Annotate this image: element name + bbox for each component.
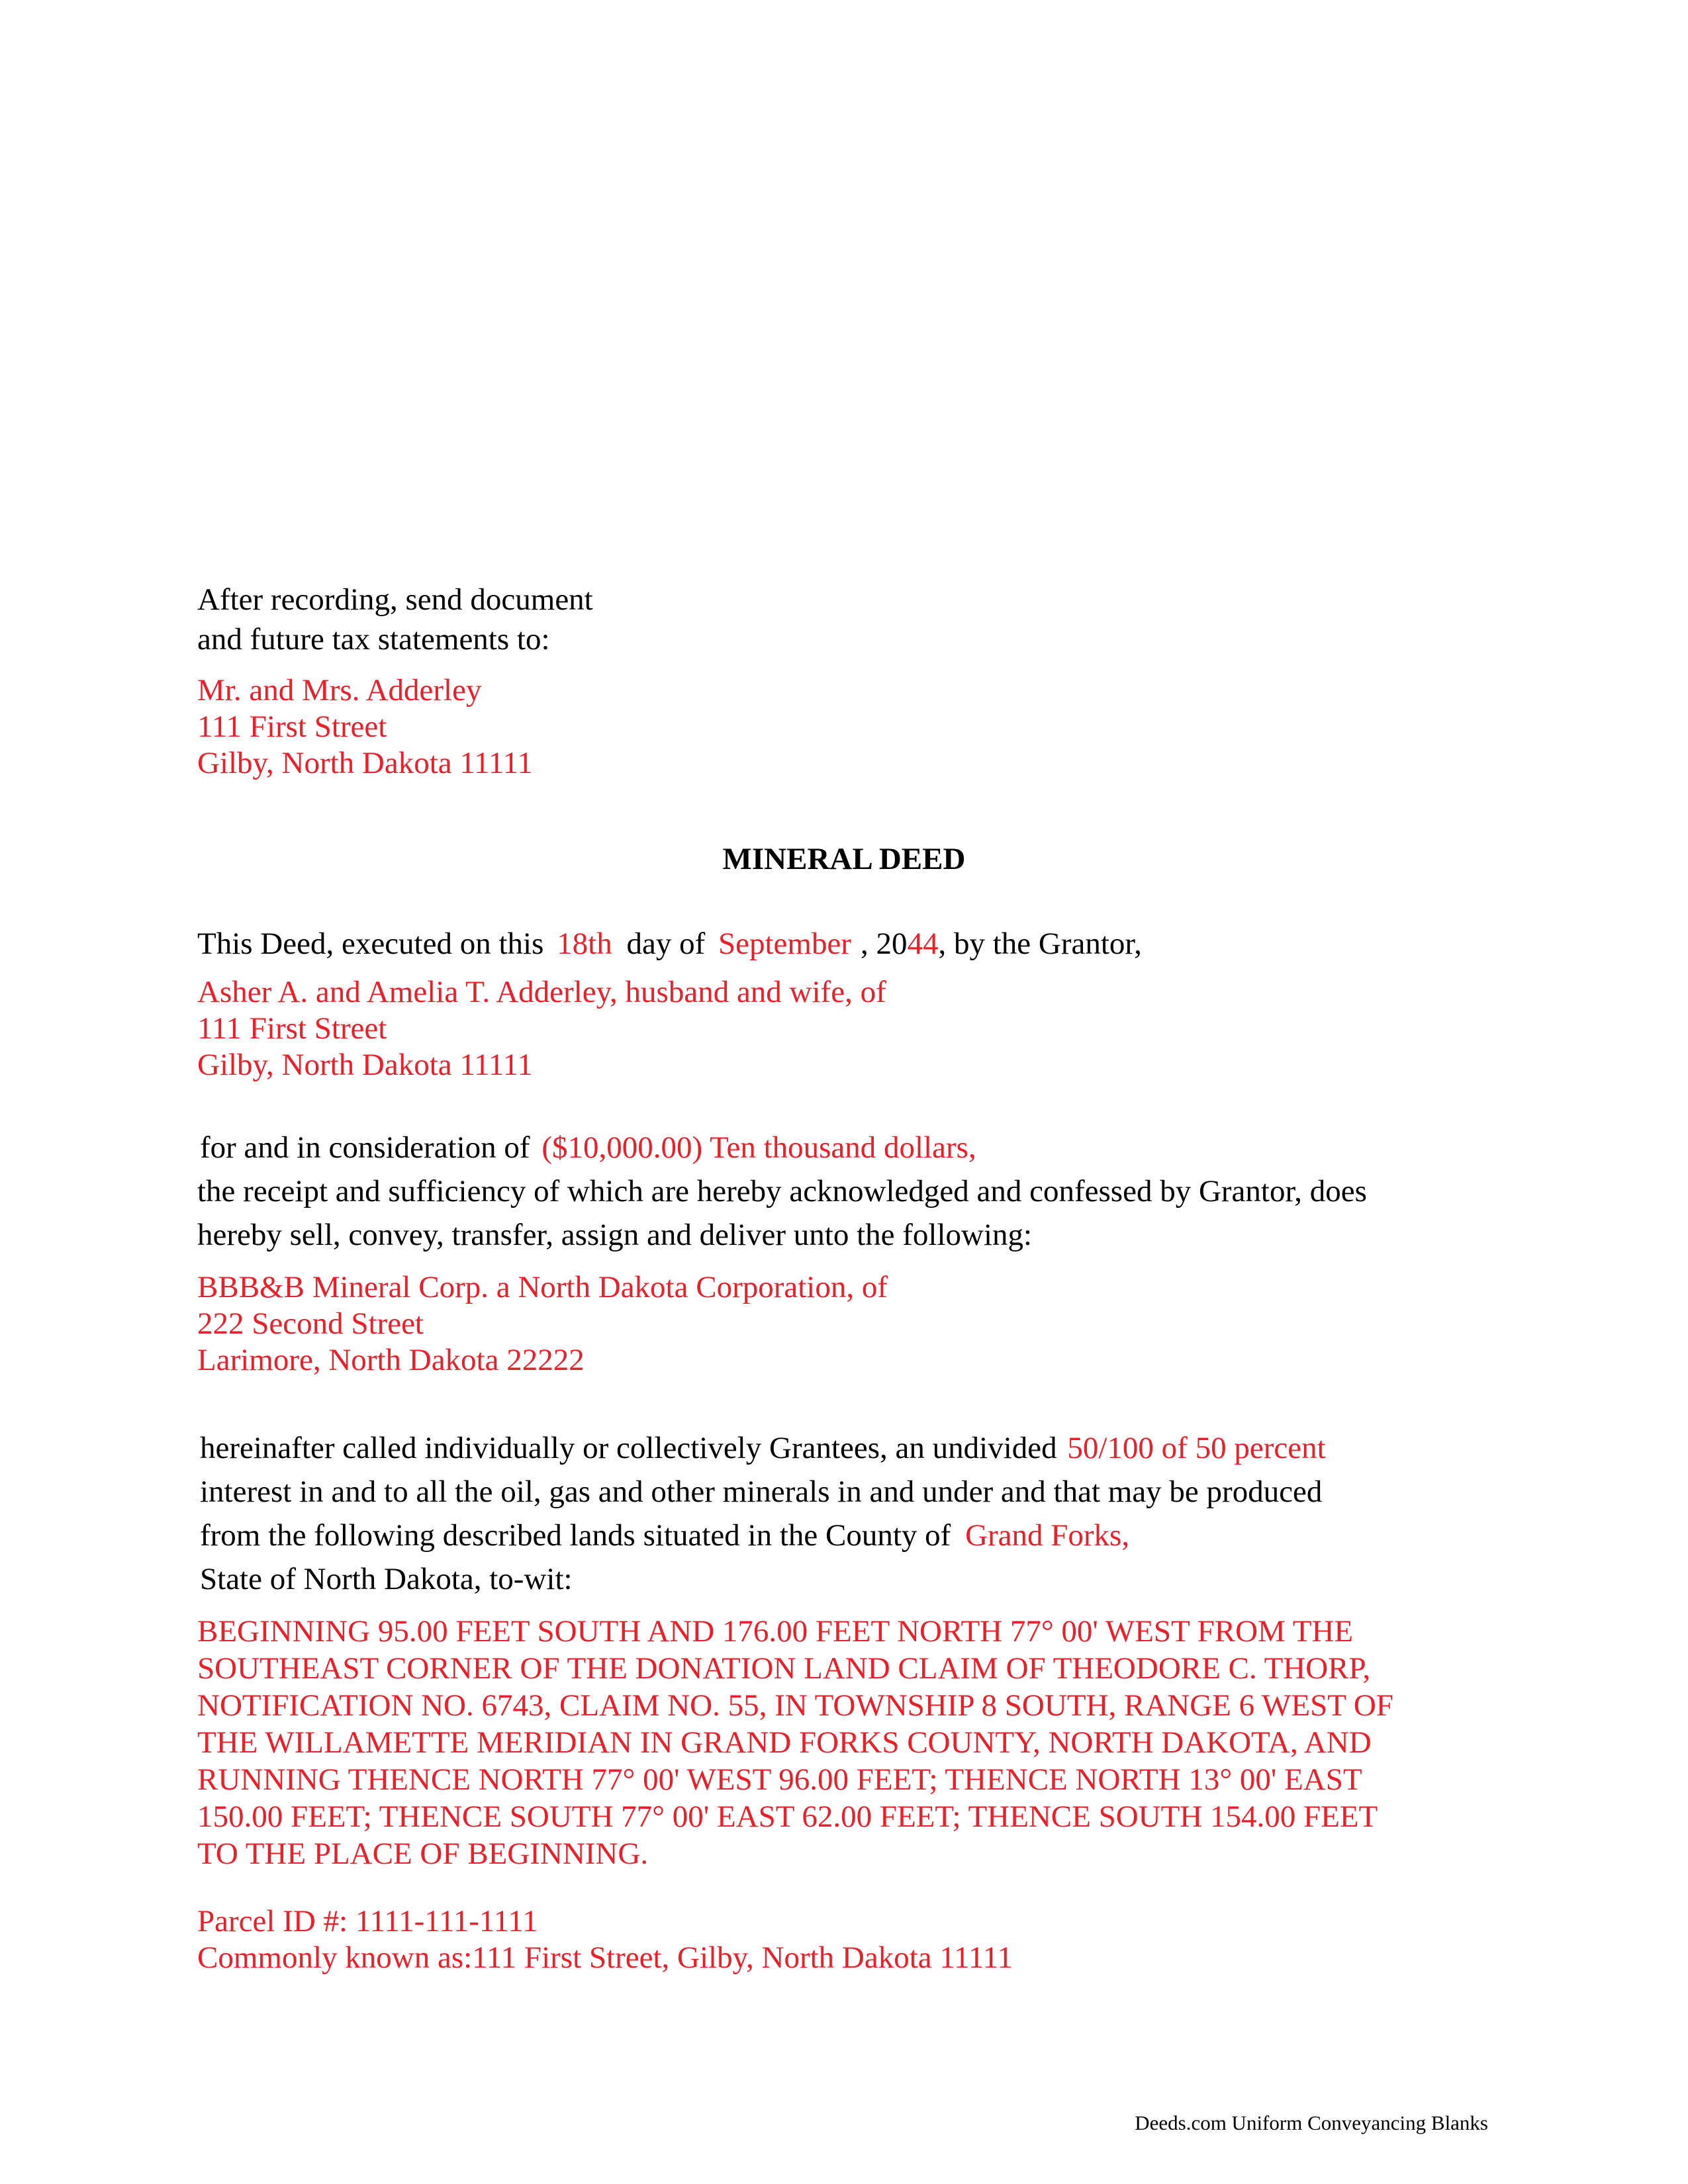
interest-line3-prefix: from the following described lands situated in the County of — [200, 1518, 951, 1553]
execution-prefix: This Deed, executed on this — [197, 927, 544, 961]
grantor-street: 111 First Street — [197, 1011, 387, 1046]
grantee-name: BBB&B Mineral Corp. a North Dakota Corporation, of — [197, 1270, 888, 1304]
footer-text: Deeds.com Uniform Conveyancing Blanks — [1135, 2111, 1488, 2134]
execution-day-of: day of — [626, 927, 706, 961]
legal-description-line: NOTIFICATION NO. 6743, CLAIM NO. 55, IN TOWNSHIP 8 SOUTH, RANGE 6 WEST OF — [197, 1688, 1393, 1723]
document-title: MINERAL DEED — [722, 842, 966, 876]
parcel-id: Parcel ID #: 1111-111-1111 — [197, 1904, 538, 1938]
return-name: Mr. and Mrs. Adderley — [197, 673, 482, 707]
legal-description-line: RUNNING THENCE NORTH 77° 00' WEST 96.00 FEET; THENCE NORTH 13° 00' EAST — [197, 1762, 1362, 1797]
grantee-street: 222 Second Street — [197, 1306, 424, 1341]
consideration-prefix: for and in consideration of — [200, 1130, 530, 1165]
legal-description-line: THE WILLAMETTE MERIDIAN IN GRAND FORKS COUNTY, NORTH DAKOTA, AND — [197, 1725, 1372, 1760]
grantor-name: Asher A. and Amelia T. Adderley, husband and wife, of — [197, 975, 886, 1009]
interest-county: Grand Forks, — [965, 1518, 1130, 1553]
interest-fraction: 50/100 of 50 percent — [1067, 1431, 1326, 1465]
legal-description-line: BEGINNING 95.00 FEET SOUTH AND 176.00 FEET NORTH 77° 00' WEST FROM THE — [197, 1614, 1354, 1649]
execution-year-prefix: , 20 — [860, 927, 908, 961]
consideration-line2: the receipt and sufficiency of which are hereby acknowledged and confessed by Grantor, does — [197, 1174, 1367, 1208]
execution-month: September — [718, 927, 851, 961]
execution-line — [197, 929, 1142, 960]
interest-line2: interest in and to all the oil, gas and other minerals in and under and that may be produced — [200, 1475, 1323, 1509]
return-city: Gilby, North Dakota 11111 — [197, 746, 533, 780]
legal-description-line: 150.00 FEET; THENCE SOUTH 77° 00' EAST 62.00 FEET; THENCE SOUTH 154.00 FEET — [197, 1799, 1378, 1834]
interest-line3 — [200, 1520, 1129, 1551]
execution-year-suffix: 44 — [907, 927, 939, 961]
execution-day: 18th — [557, 927, 612, 961]
legal-description — [197, 1613, 1521, 1872]
interest-line4: State of North Dakota, to-wit: — [200, 1562, 573, 1596]
interest-line1-prefix: hereinafter called individually or collectively Grantees, an undivided — [200, 1431, 1057, 1465]
consideration-line3: hereby sell, convey, transfer, assign and deliver unto the following: — [197, 1218, 1033, 1252]
return-heading-line2: and future tax statements to: — [197, 622, 550, 657]
legal-description-line: TO THE PLACE OF BEGINNING. — [197, 1837, 649, 1871]
legal-description-line: SOUTHEAST CORNER OF THE DONATION LAND CLAIM OF THEODORE C. THORP, — [197, 1651, 1371, 1686]
consideration-amount: ($10,000.00) Ten thousand dollars, — [541, 1130, 976, 1165]
consideration-line1 — [200, 1132, 976, 1163]
return-heading-line1: After recording, send document — [197, 582, 593, 617]
parcel-known-as: Commonly known as:111 First Street, Gilby, North Dakota 11111 — [197, 1940, 1013, 1975]
execution-suffix: , by the Grantor, — [938, 927, 1142, 961]
grantee-city: Larimore, North Dakota 22222 — [197, 1343, 585, 1377]
interest-line1 — [200, 1433, 1326, 1464]
grantor-city: Gilby, North Dakota 11111 — [197, 1048, 533, 1082]
return-street: 111 First Street — [197, 709, 387, 744]
